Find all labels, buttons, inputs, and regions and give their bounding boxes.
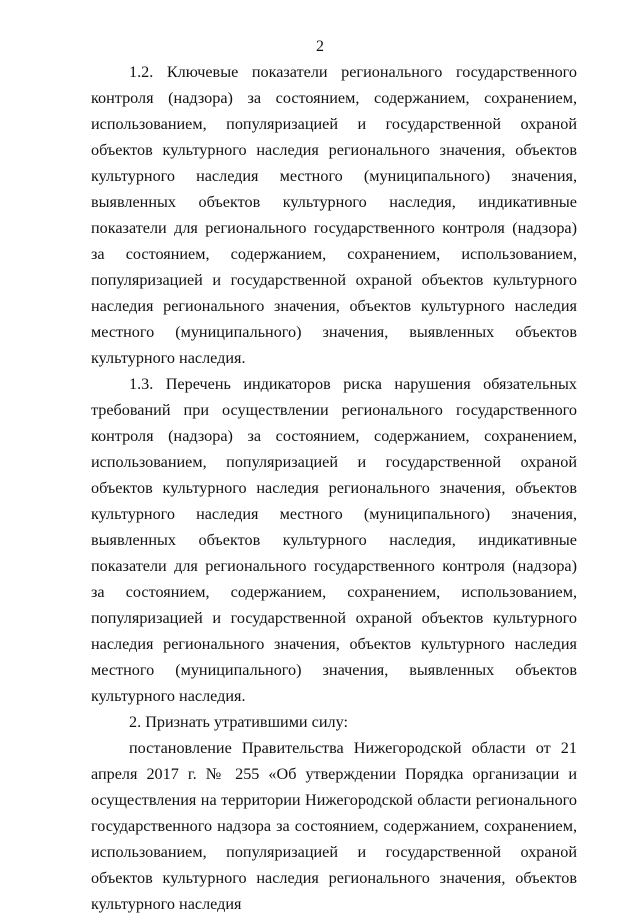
document-body: [91, 59, 577, 917]
page-number: 2: [316, 38, 324, 55]
paragraph-resolution: постановление Правительства Нижегородской области от 21 апреля 2017 г. № 255 «Об утверждении Порядка организации и осуществления на территории Нижегородской области регионального государственного надзора за состоянием, содержанием, сохранением, использованием, популяризацией и государственной охраной объектов культурного наследия регионального значения, объектов культурного наследия: [91, 739, 577, 913]
paragraph-1-2: 1.2. Ключевые показатели регионального государственного контроля (надзора) за состоянием, содержанием, сохранением, использованием, популяризацией и государственной охраной объектов культурного наследия регионального значения, объектов культурного наследия местного (муниципального) значения, выявленных объектов культурного наследия, индикативные показатели для регионального государственного контроля (надзора) за состоянием, содержанием, сохранением, использованием, популяризацией и государственной охраной объектов культурного наследия регионального значения, объектов культурного наследия местного (муниципального) значения, выявленных объектов культурного наследия.: [91, 63, 577, 367]
paragraph-2: 2. Признать утратившими силу:: [129, 713, 348, 731]
paragraph-1-3: 1.3. Перечень индикаторов риска нарушения обязательных требований при осуществлении регионального государственного контроля (надзора) за состоянием, содержанием, сохранением, использованием, популяризацией и государственной охраной объектов культурного наследия регионального значения, объектов культурного наследия местного (муниципального) значения, выявленных объектов культурного наследия, индикативные показатели для регионального государственного контроля (надзора) за состоянием, содержанием, сохранением, использованием, популяризацией и государственной охраной объектов культурного наследия регионального значения, объектов культурного наследия местного (муниципального) значения, выявленных объектов культурного наследия.: [91, 375, 577, 705]
